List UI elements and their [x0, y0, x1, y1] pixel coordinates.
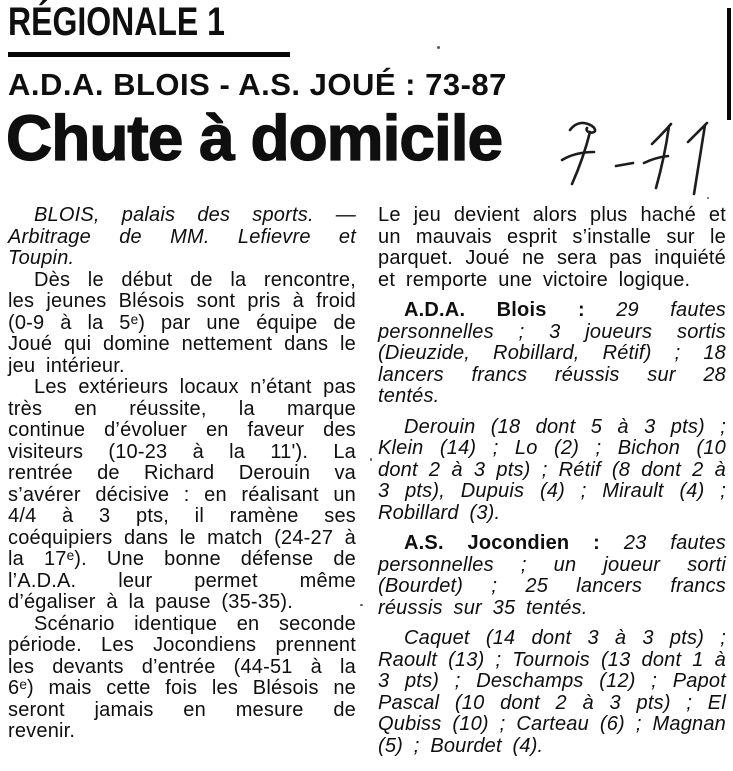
article-paragraph: A.D.A. Blois : 29 fautes personnelles ; 3 joueurs sortis (Dieuzide, Robillard, Rétif) ; 18 lancers francs réussis sur 28 tentés. [378, 299, 726, 407]
article-column-right [378, 205, 726, 757]
article-paragraph: A.S. Jocondien : 23 fautes personnelles ; un joueur sorti (Bourdet) ; 25 lancers francs réussis sur 35 tentés. [378, 532, 726, 619]
article-column-left [8, 205, 356, 757]
article-paragraph: Le jeu devient alors plus haché et un mauvais esprit s’installe sur le parquet. Joué ne sera pas inquiété et remporte une victoire logique. [378, 204, 726, 291]
article-paragraph: Les extérieurs locaux n’étant pas très en réussite, la marque continue d’évoluer en faveur des visiteurs (10-23 à la 11'). La rentrée de Richard Derouin va s’avérer décisive : en réalisant un 4/4 à 3 pts, il ramène ses coéquipiers dans le match (24-27 à la 17ᵉ). Une bonne défense de l’A.D.A. leur permet même d’égaliser à la pause (35-35). [8, 376, 356, 613]
handwritten-score-note [556, 108, 726, 208]
section-title: RÉGIONALE 1 [8, 0, 225, 44]
headline: Chute à domicile [6, 102, 503, 174]
team-lead-in: A.S. Jocondien : [404, 532, 624, 554]
article-paragraph: Caquet (14 dont 3 à 3 pts) ; Raoult (13) ; Tournois (13 dont 1 à 3 pts) ; Deschamps (12) ; Papot Pascal (10 dont 2 à 3 pts) ; El Qubiss (10) ; Carteau (6) ; Magnan (5) ; Bourdet (4). [378, 627, 726, 757]
team-lead-in: A.D.A. Blois : [404, 299, 617, 321]
section-underline-rule [8, 52, 290, 57]
scan-speck [437, 46, 440, 49]
match-score-line: A.D.A. BLOIS - A.S. JOUÉ : 73-87 [8, 67, 507, 102]
scan-speck [360, 604, 363, 606]
article-paragraph: Dès le début de la rencontre, les jeunes Blésois sont pris à froid (0-9 à la 5ᵉ) par une équipe de Joué qui domine nettement dans le jeu intérieur. [8, 268, 356, 377]
article-paragraph: Scénario identique en seconde période. Les Jocondiens prennent les devants d’entrée (44-51 à la 6ᵉ) mais cette fois les Blésois ne seront jamais en mesure de revenir. [8, 612, 356, 742]
scan-speck [707, 197, 709, 199]
scan-speck [370, 458, 372, 461]
page-edge-rule [727, 8, 731, 120]
article-body [8, 205, 728, 757]
article-paragraph: BLOIS, palais des sports. — Arbitrage de MM. Lefievre et Toupin. [8, 204, 356, 269]
article-paragraph: Derouin (18 dont 5 à 3 pts) ; Klein (14) ; Lo (2) ; Bichon (10 dont 2 à 3 pts) ; Rétif (8 dont 2 à 3 pts), Dupuis (4) ; Mirault (4) ; Robillard (3). [378, 415, 726, 524]
